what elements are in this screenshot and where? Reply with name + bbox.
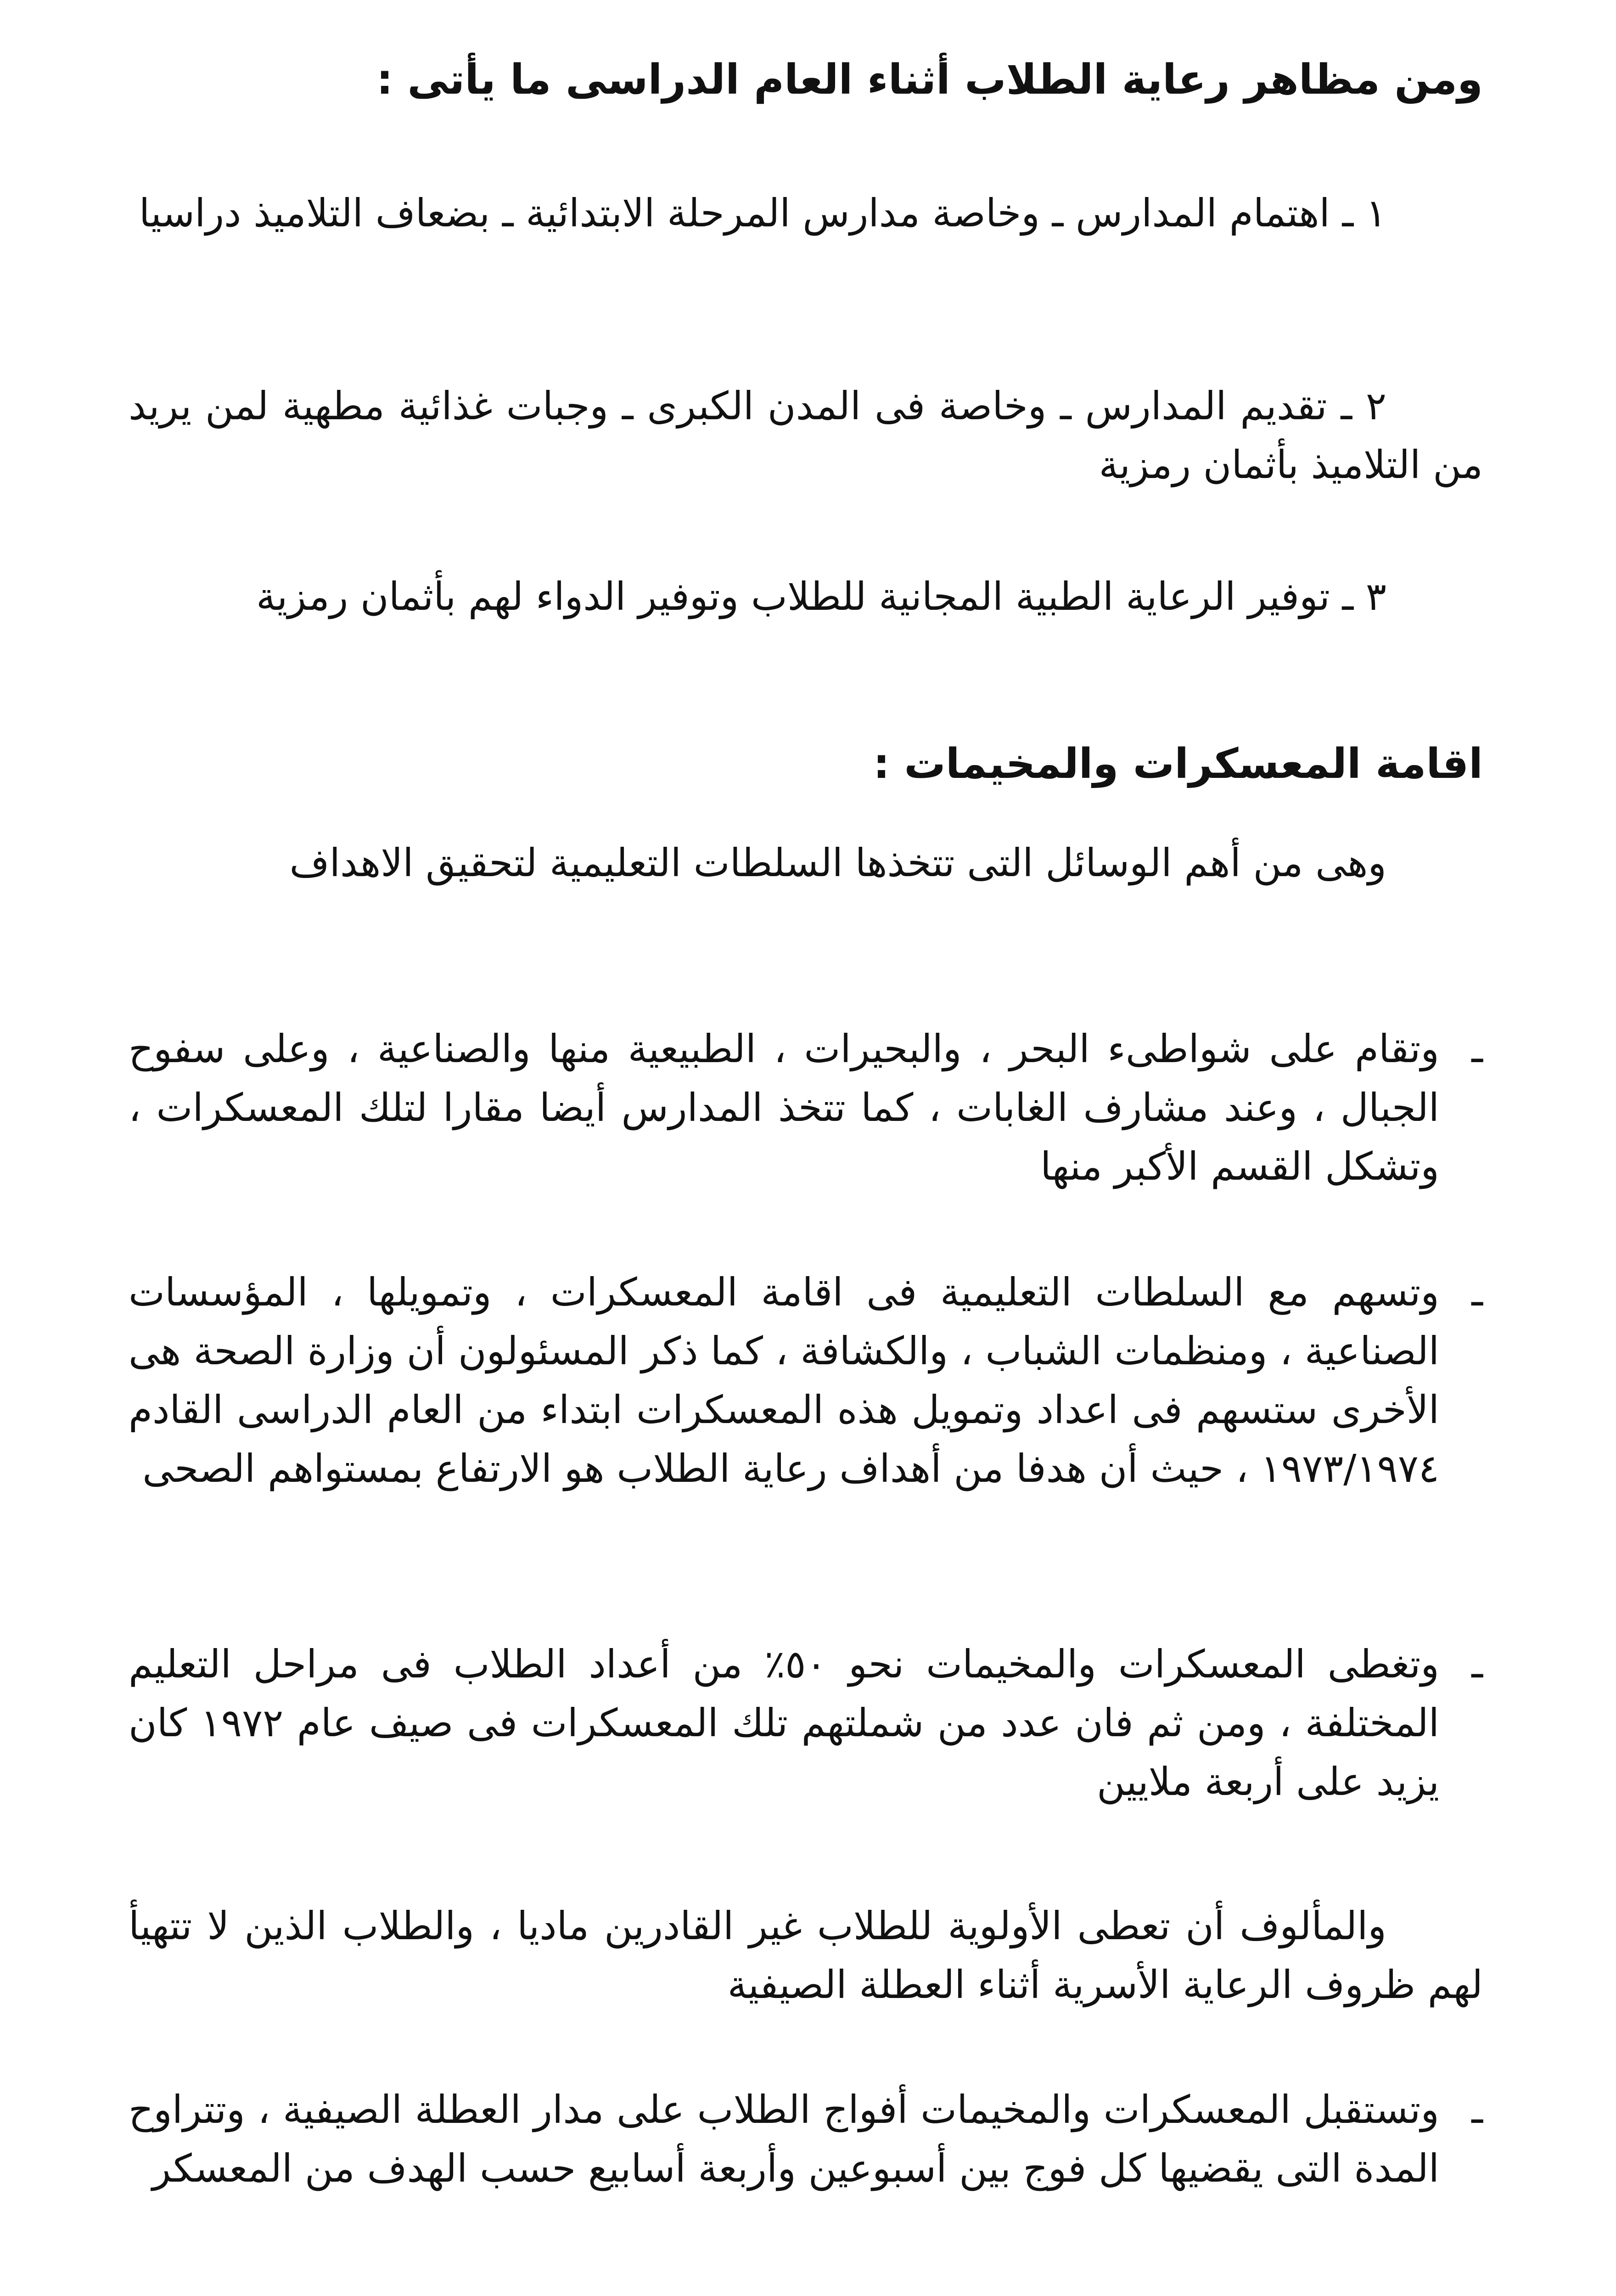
camps-heading: اقامة المعسكرات والمخيمات : [873, 740, 1483, 788]
bullet-text: وتستقبل المعسكرات والمخيمات أفواج الطلاب على مدار العطلة الصيفية ، وتتراوح المدة التى يقضيها كل فوج بين أسبوعين وأربعة أسابيع حسب الهدف من المعسكر [129, 2087, 1439, 2191]
intro-heading: ومن مظاهر رعاية الطلاب أثناء العام الدراسى ما يأتى : [376, 56, 1483, 104]
bullet-text: وتسهم مع السلطات التعليمية فى اقامة المعسكرات ، وتمويلها ، المؤسسات الصناعية ، ومنظمات الشباب ، والكشافة ، كما ذكر المسئولون أن وزارة الصحة هى الأخرى ستسهم فى اعداد وتمويل هذه المعسكرات ابتداء من العام الدراسى القادم ١٩٧٣/١٩٧٤ ، حيث أن هدفا من أهداف رعاية الطلاب هو الارتفاع بمستواهم الصحى [129, 1270, 1439, 1491]
bullet-marker: ـ [1471, 1642, 1483, 1687]
camps-intro-paragraph: وهى من أهم الوسائل التى تتخذها السلطات التعليمية لتحقيق الاهداف [289, 840, 1386, 885]
bullet-marker: ـ [1471, 2087, 1483, 2132]
care-item-1: ١ ـ اهتمام المدارس ـ وخاصة مدارس المرحلة الابتدائية ـ بضعاف التلاميذ دراسيا [139, 191, 1386, 236]
care-item-3: ٣ ـ توفير الرعاية الطبية المجانية للطلاب وتوفير الدواء لهم بأثمان رمزية [256, 574, 1386, 619]
bullet-item-duration [129, 2080, 1483, 2198]
bullet-marker: ـ [1471, 1026, 1483, 1071]
bullet-text: وتقام على شواطىء البحر ، والبحيرات ، الطبيعية منها والصناعية ، وعلى سفوح الجبال ، وعند مشارف الغابات ، كما تتخذ المدارس أيضا مقارا لتلك المعسكرات ، وتشكل القسم الأكبر منها [129, 1026, 1439, 1189]
care-item-2: ٢ ـ تقديم المدارس ـ وخاصة فى المدن الكبرى ـ وجبات غذائية مطهية لمن يريد من التلاميذ بأثمان رمزية [129, 383, 1483, 487]
bullet-item-locations [129, 1019, 1483, 1196]
bullet-item-coverage [129, 1635, 1483, 1811]
bullet-item-funding [129, 1263, 1483, 1498]
bullet-text: وتغطى المعسكرات والمخيمات نحو ٥٠٪ من أعداد الطلاب فى مراحل التعليم المختلفة ، ومن ثم فان عدد من شملتهم تلك المعسكرات فى صيف عام ١٩٧٢ كان يزيد على أربعة ملايين [129, 1642, 1439, 1804]
bullet-marker: ـ [1471, 1270, 1483, 1315]
priority-paragraph: والمألوف أن تعطى الأولوية للطلاب غير القادرين ماديا ، والطلاب الذين لا تتهيأ لهم ظروف الرعاية الأسرية أثناء العطلة الصيفية [129, 1903, 1483, 2007]
